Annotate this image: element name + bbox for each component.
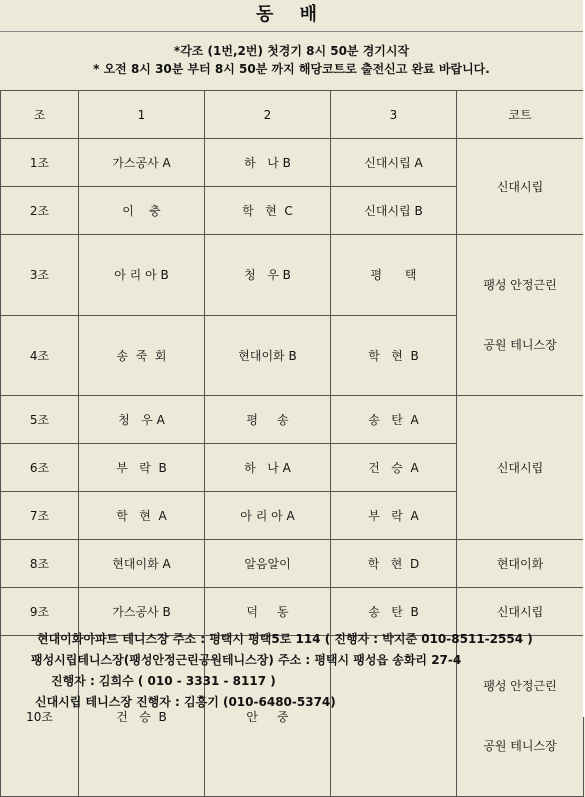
team-cell: 송 죽 회 bbox=[79, 315, 205, 396]
team-cell: 부 락 A bbox=[331, 492, 457, 540]
header-team-3: 3 bbox=[331, 91, 457, 139]
header-team-1: 1 bbox=[79, 91, 205, 139]
team-cell: 가스공사 A bbox=[79, 139, 205, 187]
team-cell: 현대이화 A bbox=[79, 540, 205, 588]
team-cell: 현대이화 B bbox=[205, 315, 331, 396]
header-group: 조 bbox=[1, 91, 79, 139]
court-name-line-2: 공원 테니스장 bbox=[483, 739, 557, 753]
team-cell: 청 우 B bbox=[205, 235, 331, 316]
team-cell: 건 승 B bbox=[79, 636, 205, 797]
team-cell: 평 택 bbox=[331, 235, 457, 316]
court-name-line-2: 공원 테니스장 bbox=[483, 338, 557, 352]
table-row bbox=[1, 139, 584, 187]
group-label: 9조 bbox=[1, 588, 79, 636]
team-cell: 평 송 bbox=[205, 396, 331, 444]
header-row bbox=[1, 91, 584, 139]
team-cell: 학 현 D bbox=[331, 540, 457, 588]
team-cell: 아 리 아 B bbox=[79, 235, 205, 316]
team-cell: 이 충 bbox=[79, 187, 205, 235]
court-name-line-1: 팽성 안정근린 bbox=[483, 278, 557, 292]
court-cell: 신대시립 bbox=[457, 139, 584, 235]
team-cell: 송 탄 B bbox=[331, 588, 457, 636]
team-cell: 알음알이 bbox=[205, 540, 331, 588]
team-cell: 부 락 B bbox=[79, 444, 205, 492]
group-label: 4조 bbox=[1, 315, 79, 396]
court-name-line-1: 팽성 안정근린 bbox=[483, 679, 557, 693]
notice-line-2: * 오전 8시 30분 부터 8시 50분 까지 해당코트로 출전신고 완료 바랍니다. bbox=[93, 62, 490, 76]
notice-line-1: *각조 (1번,2번) 첫경기 8시 50분 경기시작 bbox=[173, 44, 410, 58]
court-cell bbox=[457, 235, 584, 396]
team-cell: 건 승 A bbox=[331, 444, 457, 492]
team-cell: 가스공사 B bbox=[79, 588, 205, 636]
team-cell: 학 현 A bbox=[79, 492, 205, 540]
group-label: 6조 bbox=[1, 444, 79, 492]
team-cell: 신대시립 A bbox=[331, 139, 457, 187]
header-court: 코트 bbox=[457, 91, 584, 139]
court-cell: 신대시립 bbox=[457, 588, 584, 636]
court-cell: 현대이화 bbox=[457, 540, 584, 588]
team-cell: 학 현 C bbox=[205, 187, 331, 235]
table-row bbox=[1, 540, 584, 588]
team-cell: 덕 동 bbox=[205, 588, 331, 636]
venue-line-3: 진행자 : 김희수 ( 010 - 3331 - 8117 ) bbox=[51, 674, 276, 688]
group-label: 1조 bbox=[1, 139, 79, 187]
page-title: 동 배 bbox=[0, 0, 583, 32]
group-label: 3조 bbox=[1, 235, 79, 316]
venue-line-2: 팽성시립테니스장(팽성안정근린공원테니스장) 주소 : 평택시 팽성읍 송화리 27-4 bbox=[31, 653, 462, 667]
team-cell: 안 중 bbox=[205, 636, 331, 797]
header-team-2: 2 bbox=[205, 91, 331, 139]
group-label: 8조 bbox=[1, 540, 79, 588]
team-cell: 하 나 A bbox=[205, 444, 331, 492]
notice-block bbox=[0, 32, 583, 89]
team-cell: 학 현 B bbox=[331, 315, 457, 396]
team-cell: 송 탄 A bbox=[331, 396, 457, 444]
court-cell: 신대시립 bbox=[457, 396, 584, 540]
group-label: 10조 bbox=[1, 636, 79, 797]
venue-line-1: 현대이화아파트 테니스장 주소 : 평택시 평택5로 114 ( 진행자 : 박지준 010-8511-2554 ) bbox=[37, 632, 533, 646]
group-label: 2조 bbox=[1, 187, 79, 235]
venue-line-4: 신대시립 테니스장 진행자 : 김흥기 (010-6480-5374) bbox=[35, 695, 336, 709]
group-label: 5조 bbox=[1, 396, 79, 444]
team-cell: 신대시립 B bbox=[331, 187, 457, 235]
team-cell: 청 우 A bbox=[79, 396, 205, 444]
team-cell: 아 리 아 A bbox=[205, 492, 331, 540]
team-cell: 하 나 B bbox=[205, 139, 331, 187]
table-row bbox=[1, 235, 584, 316]
group-label: 7조 bbox=[1, 492, 79, 540]
venue-info bbox=[0, 620, 583, 717]
table-row bbox=[1, 396, 584, 444]
